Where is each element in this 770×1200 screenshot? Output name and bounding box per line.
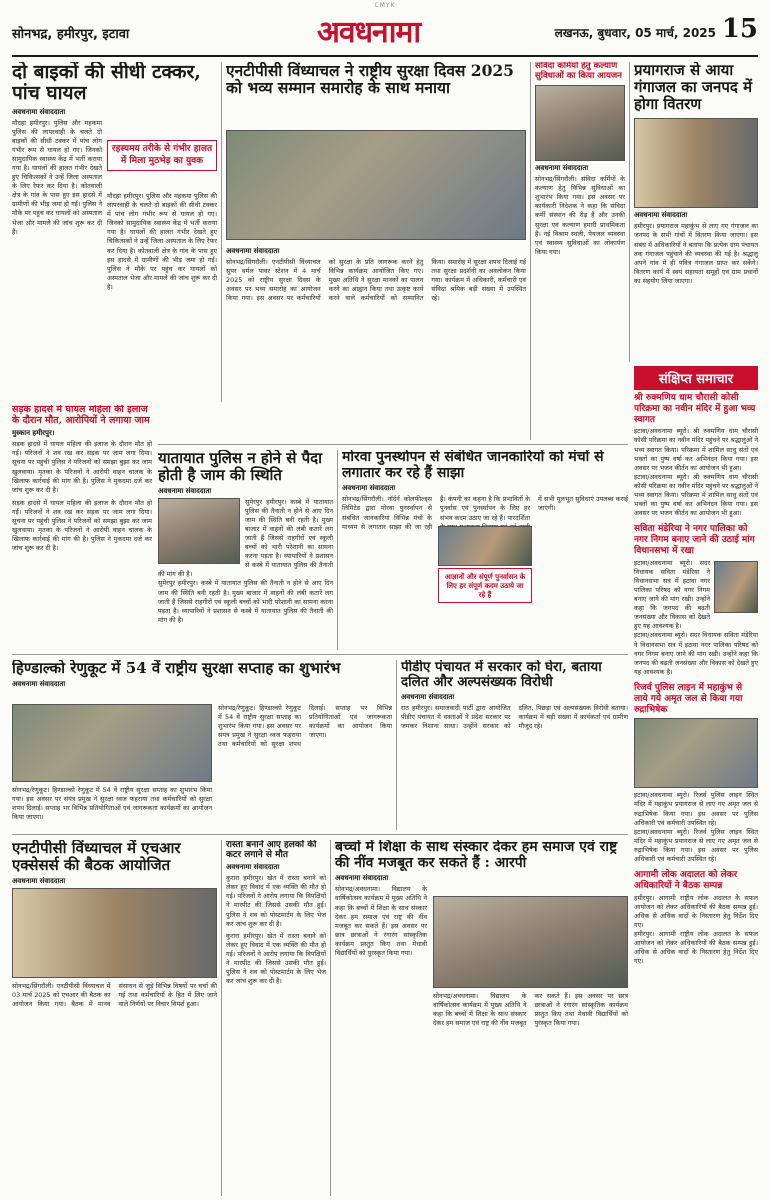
byline: अवधनामा संवाददाता <box>158 486 212 495</box>
article-body: राठ हमीरपुर। समाजवादी पार्टी द्वारा आयोजित पीडीए पंचायत में वक्ताओं ने प्रदेश सरकार पर जमकर निशाना साधा। उन्होंने सरकार को दलित, पिछड़ा एवं अल्पसंख्यक विरोधी बताया। कार्यक्रम में बड़ी संख्या में कार्यकर्ता एवं ग्रामीण मौजूद रहे। <box>401 704 628 731</box>
headline: हिण्डाल्को रेणुकूट में 54 वें राष्ट्रीय सुरक्षा सप्ताह का शुभारंभ <box>12 660 341 677</box>
headline: यातायात पुलिस न होने से पैदा होती है जाम की स्थिति <box>158 450 322 484</box>
article-body-cont: सुमेरपुर हमीरपुर। कस्बे में यातायात पुलिस की तैनाती न होने से आए दिन जाम की स्थिति बनी रहती है। मुख्य बाजार में वाहनों की लंबी कतारें लग जाती हैं जिससे राहगीरों एवं स्कूली बच्चों को भारी परेशानी का सामना करना पड़ता है। व्यापारियों ने प्रशासन से कस्बे में यातायात पुलिस की तैनाती की मांग की है। <box>158 579 333 624</box>
headline: सड़क हादसे में घायल महिला की इलाज के दौरान मौत, आरोपियों ने लगाया जाम <box>12 405 150 426</box>
article-body: सोनभद्र/रेणुकूट। हिण्डाल्को रेणुकूट में 54 वें राष्ट्रीय सुरक्षा सप्ताह का शुभारंभ किया गया। इस अवसर पर संयंत्र प्रमुख ने सुरक्षा ध्वज फहराया तथा कर्मचारियों को सुरक्षा शपथ दिलाई। सप्ताह भर विभिन्न प्रतियोगिताओं एवं जागरूकता कार्यक्रमों का आयोजन किया जाएगा। <box>218 704 392 749</box>
traffic-photo <box>158 498 240 564</box>
ritual-photo <box>634 718 758 788</box>
brief-body: हमीरपुर। आगामी राष्ट्रीय लोक अदालत के सफल आयोजन को लेकर अधिकारियों की बैठक सम्पन्न हुई। अधिक से अधिक वादों के निस्तारण हेतु निर्देश दिए गए। <box>634 893 758 929</box>
article-contract-workers <box>535 62 625 440</box>
article-ntpc-hr-meeting <box>12 840 217 1196</box>
divider <box>629 62 630 362</box>
brief-body: इटावा/अवधनामा ब्यूरो। रिजर्व पुलिस लाइन स्थित मंदिर में महाकुंभ प्रयागराज से लाए गए अमृत जल से रुद्राभिषेक किया गया। इस अवसर पर पुलिस अधिकारी एवं कर्मचारी उपस्थित रहे। <box>634 791 758 827</box>
byline: अवधनामा संवाददाता <box>342 484 396 493</box>
header-rule <box>12 55 758 57</box>
article-body: कुरारा हमीरपुर। खेत में रास्ता बनाने को लेकर हुए विवाद में एक व्यक्ति की मौत हो गई। परिजनों ने आरोप लगाया कि विपक्षियों ने मारपीट की जिससे उसकी मौत हुई। पुलिस ने शव को पोस्टमार्टम के लिए भेज कर जांच शुरू कर दी है। <box>226 874 326 928</box>
article-body-cont: कुरारा हमीरपुर। खेत में रास्ता बनाने को लेकर हुए विवाद में एक व्यक्ति की मौत हो गई। परिजनों ने आरोप लगाया कि विपक्षियों ने मारपीट की जिससे उसकी मौत हुई। पुलिस ने शव को पोस्टमार्टम के लिए भेज कर जांच शुरू कर दी है। <box>226 931 326 986</box>
article-body: सोनभद्र/सिंगरौली। संविदा कर्मियों के कल्याण हेतु विभिन्न सुविधाओं का शुभारंभ किया गया। इस अवसर पर कार्यकारी निदेशक ने कहा कि संविदा कर्मी संस्थान की रीढ़ हैं और उनकी सुरक्षा एवं कल्याण हमारी प्राथमिकता है। नई विश्राम स्थली, पेयजल व्यवस्था एवं स्वास्थ्य सुविधाओं का लोकार्पण किया गया। <box>535 175 625 256</box>
divider <box>396 660 397 830</box>
headline: दो बाइकों की सीधी टक्कर, पांच घायल <box>12 62 201 105</box>
byline: अवधनामा संवाददाता <box>535 164 589 173</box>
article-traffic-jam <box>158 450 333 650</box>
byline: मुस्कान हमीरपुर। <box>12 429 55 438</box>
brief-body: इटावा/अवधनामा ब्यूरो। सदर विधायक सविता मंडेरिया ने विधानसभा सत्र में इटावा नगर पालिका परिषद को नगर निगम बनाए जाने की मांग रखी। उन्होंने कहा कि जनपद की बढ़ती जनसंख्या और विकास को देखते हुए यह आवश्यक है। <box>634 558 710 631</box>
page-number: 15 <box>721 14 758 44</box>
article-gangajal <box>634 62 758 362</box>
byline: अवधनामा संवाददाता <box>401 693 455 702</box>
article-body-cont: मौदहा हमीरपुर। पुलिस और महकमा पुलिस की लापरवाही के चलते दो बाइकों की सीधी टक्कर में पांच लोग गंभीर रूप से घायल हो गए। जिनको सामुदायिक स्वास्थ्य केंद्र में भर्ती कराया गया है। घायलों की हालत गंभीर देखते हुए चिकित्सकों ने उन्हें जिला अस्पताल के लिए रेफर कर दिया है। कोतवाली क्षेत्र के गांव के पास हुए इस हादसे में ग्रामीणों की भीड़ जमा हो गई। पुलिस ने मौके पर पहुंच कर घायलों को अस्पताल भेजा और मामले की जांच शुरू कर दी है। <box>107 192 217 291</box>
article-body-cont: सोनभद्र/रेणुकूट। हिण्डाल्को रेणुकूट में 54 वें राष्ट्रीय सुरक्षा सप्ताह का शुभारंभ किया गया। इस अवसर पर संयंत्र प्रमुख ने सुरक्षा ध्वज फहराया तथा कर्मचारियों को सुरक्षा शपथ दिलाई। सप्ताह भर विभिन्न प्रतियोगिताओं एवं जागरूकता कार्यक्रमों का आयोजन किया जाएगा। <box>12 786 212 822</box>
brief-body-cont: इटावा/अवधनामा ब्यूरो। सदर विधायक सविता मंडेरिया ने विधानसभा सत्र में इटावा नगर पालिका परिषद को नगर निगम बनाए जाने की मांग रखी। उन्होंने कहा कि जनपद की बढ़ती जनसंख्या और विकास को देखते हुए यह आवश्यक है। <box>634 631 758 676</box>
divider <box>337 450 338 650</box>
byline: अवधनामा संवाददाता <box>335 874 389 883</box>
article-education-values <box>335 840 628 1196</box>
edition-label: सोनभद्र, हमीरपुर, इटावा <box>12 27 130 42</box>
school-event-photo <box>433 896 628 988</box>
headline: पीडीए पंचायत में सरकार को घेरा, बताया दलित और अल्पसंख्यक विरोधी <box>401 660 602 691</box>
pull-quote: रहस्यमय तरीके से गंभीर हालत में मिला मुठभेड़ का युवक <box>107 140 217 171</box>
article-body: सोनभद्र/अवधनामा। विद्यालय के वार्षिकोत्सव कार्यक्रम में मुख्य अतिथि ने कहा कि बच्चों में शिक्षा के साथ संस्कार देकर हम समाज एवं राष्ट्र की नींव मजबूत कर सकते हैं। इस अवसर पर छात्र छात्राओं ने रंगारंग सांस्कृतिक कार्यक्रम प्रस्तुत किए तथा मेधावी विद्यार्थियों को पुरस्कृत किया गया। <box>335 885 427 957</box>
portrait-photo <box>714 561 758 613</box>
byline: अवधनामा संवाददाता <box>634 211 688 220</box>
headline: प्रयागराज से आया गंगाजल का जनपद में होगा वितरण <box>634 62 753 113</box>
dateline: लखनऊ, बुधवार, 05 मार्च, 2025 <box>554 26 716 40</box>
article-woman-death <box>12 405 152 695</box>
article-body-cont: सोनभद्र/अवधनामा। विद्यालय के वार्षिकोत्सव कार्यक्रम में मुख्य अतिथि ने कहा कि बच्चों में शिक्षा के साथ संस्कार देकर हम समाज एवं राष्ट्र की नींव मजबूत कर सकते हैं। इस अवसर पर छात्र छात्राओं ने रंगारंग सांस्कृतिक कार्यक्रम प्रस्तुत किए तथा मेधावी विद्यार्थियों को पुरस्कृत किया गया। <box>433 992 628 1028</box>
article-morwa-rehab <box>342 450 628 650</box>
brief-body-cont: इटावा/अवधनामा ब्यूरो। श्री रुक्मणिय धाम चौरासी कोसी परिक्रमा का नवीन मंदिर पहुंचने पर श्रद्धालुओं ने भव्य स्वागत किया। परिक्रमा में शामिल साधु संतों एवं भक्तों का पुष्प वर्षा कर अभिनंदन किया गया। इस अवसर पर भजन कीर्तन का आयोजन भी हुआ। <box>634 472 758 518</box>
article-body: सोनभद्र/सिंगरौली। नॉर्दर्न कोलफील्ड्स लिमिटेड द्वारा मोरवा पुनर्स्थापन से संबंधित जानकारियां विभिन्न मंचों के माध्यम से लगातार साझा की जा रही हैं। कंपनी का कहना है कि प्रभावितों के पुनर्वास एवं पुनर्स्थापन के लिए हर संभव कदम उठाए जा रहे हैं। पारदर्शिता में सभी मूलभूत सुविधाएं उपलब्ध कराई जाएंगी। <box>342 495 628 531</box>
byline: अवधनामा संवाददाता <box>12 107 66 116</box>
headline: एनटीपीसी विंध्याचल में एचआर एक्सेसर्स की बैठक आयोजित <box>12 840 181 874</box>
brief-headline: श्री रुक्मणिय धाम चौरासी कोसी परिक्रमा का नवीन मंदिर में हुआ भव्य स्वागत <box>634 393 756 425</box>
article-body: सोनभद्र/सिंगरौली। एनटीपीसी विंध्याचल में 03 मार्च 2025 को एचआर की बैठक का आयोजन किया गया। बैठक में मानव संसाधन से जुड़े विभिन्न विषयों पर चर्चा की गई तथा कर्मचारियों के हित में लिए जाने वाले निर्णयों पर विचार विमर्श हुआ। <box>12 981 217 1008</box>
article-body: हमीरपुर। प्रयागराज महाकुंभ से लाए गए गंगाजल का जनपद के सभी गांवों में वितरण किया जाएगा। इस संबंध में अधिकारियों ने बताया कि प्रत्येक ग्राम पंचायत तक गंगाजल पहुंचाने की व्यवस्था की गई है। श्रद्धालु अपने गांव में ही पवित्र गंगाजल प्राप्त कर सकेंगे। वितरण कार्य में स्वयं सहायता समूहों एवं ग्राम प्रधानों का सहयोग लिया जाएगा। <box>634 222 758 285</box>
workers-photo <box>535 85 625 161</box>
byline: अवधनामा संवाददाता <box>12 876 66 885</box>
article-pda-panchayat <box>401 660 628 830</box>
brief-body: इटावा/अवधनामा ब्यूरो। श्री रुक्मणिय धाम चौरासी कोसी परिक्रमा का नवीन मंदिर पहुंचने पर श्रद्धालुओं ने भव्य स्वागत किया। परिक्रमा में शामिल साधु संतों एवं भक्तों का पुष्प वर्षा कर अभिनंदन किया गया। इस अवसर पर भजन कीर्तन का आयोजन भी हुआ। <box>634 427 758 472</box>
article-path-dispute <box>226 840 326 1196</box>
meeting-photo <box>12 888 217 978</box>
headline: एनटीपीसी विंध्याचल ने राष्ट्रीय सुरक्षा दिवस 2025 को भव्य सम्मान समारोह के साथ मनाया <box>226 62 514 98</box>
gangajal-photo <box>634 118 758 208</box>
divider <box>221 62 222 402</box>
headline: बच्चों में शिक्षा के साथ संस्कार देकर हम समाज एवं राष्ट्र की नींव मजबूत कर सकते हैं : आरपी <box>335 840 618 871</box>
newspaper-logo: अवधनामा <box>317 15 421 50</box>
article-body: सड़क हादसे में घायल महिला की इलाज के दौरान मौत हो गई। परिजनों ने शव रख कर सड़क पर जाम लगा दिया। सूचना पर पहुंची पुलिस ने परिजनों को समझा बुझा कर जाम खुलवाया। मृतका के परिजनों ने आरोपी वाहन चालक के खिलाफ कार्रवाई की मांग की है। पुलिस ने मुकदमा दर्ज कर जांच शुरू कर दी है। <box>12 440 152 494</box>
divider <box>330 840 331 1196</box>
brief-body-cont: इटावा/अवधनामा ब्यूरो। रिजर्व पुलिस लाइन स्थित मंदिर में महाकुंभ प्रयागराज से लाए गए अमृत जल से रुद्राभिषेक किया गया। इस अवसर पर पुलिस अधिकारी एवं कर्मचारी उपस्थित रहे। <box>634 827 758 863</box>
article-hindalco-safety <box>12 660 392 830</box>
brief-news-title: संक्षिप्त समाचार <box>634 366 758 390</box>
byline: अवधनामा संवाददाता <box>226 863 280 872</box>
divider <box>12 654 628 655</box>
cmyk-mark: CMYK <box>374 2 396 9</box>
divider <box>221 840 222 1196</box>
article-body: सुमेरपुर हमीरपुर। कस्बे में यातायात पुलिस की तैनाती न होने से आए दिन जाम की स्थिति बनी रहती है। मुख्य बाजार में वाहनों की लंबी कतारें लग जाती हैं जिससे राहगीरों एवं स्कूली बच्चों को भारी परेशानी का सामना करना पड़ता है। व्यापारियों ने प्रशासन से कस्बे में यातायात पुलिस की तैनाती की मांग की है। <box>158 497 333 579</box>
rehab-photo <box>438 526 532 566</box>
article-body: मौदहा हमीरपुर। पुलिस और महकमा पुलिस की लापरवाही के चलते दो बाइकों की सीधी टक्कर में पांच लोग गंभीर रूप से घायल हो गए। जिनको सामुदायिक स्वास्थ्य केंद्र में भर्ती कराया गया है। घायलों की हालत गंभीर देखते हुए चिकित्सकों ने उन्हें जिला अस्पताल के लिए रेफर कर दिया है। कोतवाली क्षेत्र के गांव के पास हुए इस हादसे में ग्रामीणों की भीड़ जमा हो गई। पुलिस ने मौके पर पहुंच कर घायलों को अस्पताल भेजा और मामले की जांच शुरू कर दी है। <box>12 118 102 236</box>
masthead <box>12 10 758 52</box>
brief-headline: आगामी लोक अदालत को लेकर अधिकारियों ने बैठक सम्पन्न <box>634 870 738 891</box>
article-body: सोनभद्र/सिंगरौली। एनटीपीसी विंध्याचल सुपर थर्मल पावर स्टेशन में 4 मार्च 2025 को राष्ट्रीय सुरक्षा दिवस के अवसर पर भव्य समारोह का आयोजन किया गया। इस अवसर पर कर्मचारियों को सुरक्षा के प्रति जागरूक करने हेतु विभिन्न कार्यक्रम आयोजित किए गए। मुख्य अतिथि ने सुरक्षा मानकों का पालन करने का आह्वान किया तथा उत्कृष्ट कार्य करने वाले कर्मचारियों को सम्मानित किया। समारोह में सुरक्षा शपथ दिलाई गई तथा सुरक्षा प्रदर्शनी का अवलोकन किया गया। कार्यक्रम में अधिकारी, कर्मचारी एवं संविदा श्रमिक बड़ी संख्या में उपस्थित रहे। <box>226 258 526 303</box>
byline: अवधनामा संवाददाता <box>12 679 66 688</box>
brief-headline: रिजर्व पुलिस लाइन में महाकुंभ से लाये गये अमृत जल से किया गया रुद्राभिषेक <box>634 682 743 715</box>
article-ntpc-safety-day <box>226 62 526 440</box>
headline: मोरवा पुनर्स्थापन से संबंधित जानकारियों को मंचों से लगातार कर रहे हैं साझा <box>342 450 604 481</box>
byline: अवधनामा संवाददाता <box>226 247 280 255</box>
brief-body-cont: हमीरपुर। आगामी राष्ट्रीय लोक अदालत के सफल आयोजन को लेकर अधिकारियों की बैठक सम्पन्न हुई। अधिक से अधिक वादों के निस्तारण हेतु निर्देश दिए गए। <box>634 930 758 966</box>
headline: संविदा कर्मियों हेतु कल्याण सुविधाओं का किया आयजन <box>535 62 622 81</box>
divider <box>158 444 628 445</box>
headline: रास्ता बनाने आए हलकों की कटर लगाने से मौत <box>226 840 317 861</box>
article-bike-collision <box>12 62 217 402</box>
divider <box>530 62 531 440</box>
hindalco-photo <box>12 704 212 782</box>
brief-news-column <box>634 366 758 1196</box>
article-body-cont: सड़क हादसे में घायल महिला की इलाज के दौरान मौत हो गई। परिजनों ने शव रख कर सड़क पर जाम लगा दिया। सूचना पर पहुंची पुलिस ने परिजनों को समझा बुझा कर जाम खुलवाया। मृतका के परिजनों ने आरोपी वाहन चालक के खिलाफ कार्रवाई की मांग की है। पुलिस ने मुकदमा दर्ज कर जांच शुरू कर दी है। <box>12 498 152 553</box>
brief-headline: सविता मंडेरिया ने नगर पालिका को नगर निगम बनाए जाने की उठाई मांग विधानसभा में रखा <box>634 524 755 556</box>
pull-quote: आज्ञानों और संपूर्ण पुनर्वासन के लिए हर संपूर्ण कदम उठाये जा रहे हैं <box>438 568 532 603</box>
event-photo <box>226 130 526 240</box>
divider <box>12 834 628 835</box>
